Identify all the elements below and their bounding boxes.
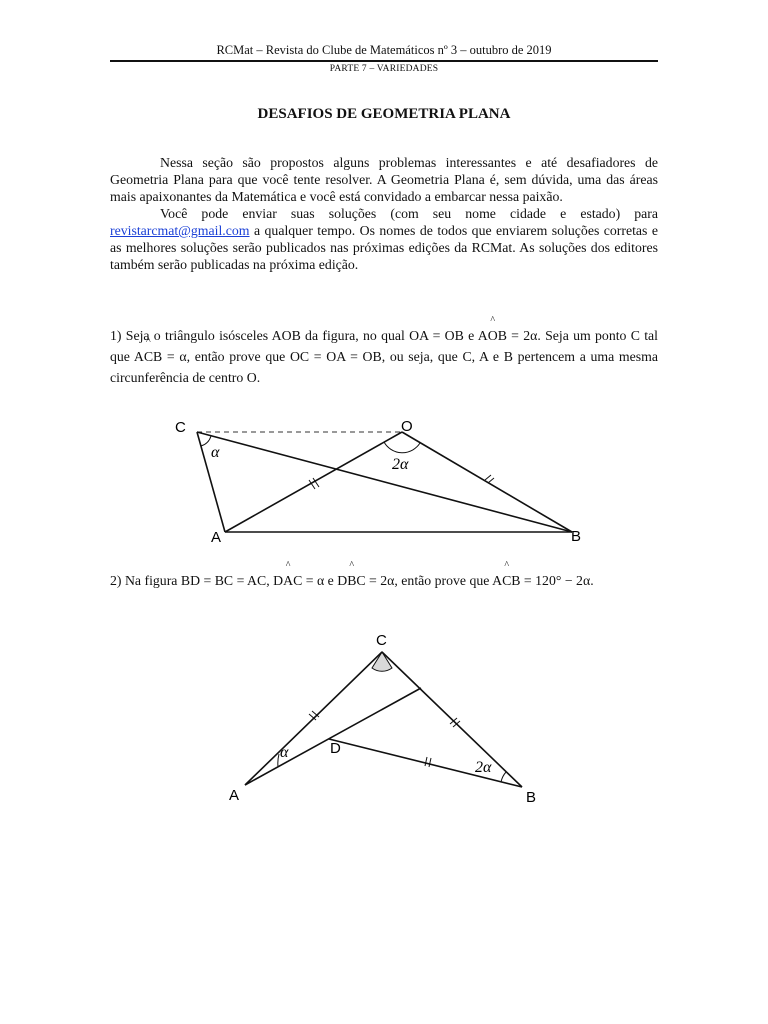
intro-section — [110, 154, 658, 273]
tick-mark — [429, 758, 431, 767]
angle-o-label: 2α — [392, 456, 409, 473]
figure-1-diagram — [165, 405, 595, 555]
problem-2-text: , — [266, 573, 274, 588]
email-link[interactable]: revistarcmat@gmail.com — [110, 223, 250, 238]
label-o: O — [401, 418, 413, 435]
problem-2-eq-bd: BD = BC = AC — [180, 573, 267, 588]
segment-ob — [402, 432, 572, 532]
label-a: A — [211, 529, 222, 546]
page-header — [110, 42, 658, 76]
intro-text-after-link: a qualquer tempo. Os nomes de todos que enviarem soluções corretas e as melhores soluções serão publicados nas próximas edições da RCMat. As soluções dos editores também serão publicadas na próxima edição. — [110, 223, 658, 272]
problem-2-eq-dbc: D^ BC = 2α — [337, 573, 394, 588]
angle-a-arc — [278, 754, 279, 767]
problem-2-text: . — [590, 573, 594, 588]
figure-2 — [220, 625, 550, 810]
label-a: A — [229, 787, 240, 804]
problem-1-text: 1) Seja o triângulo isósceles AOB da figura, no qual — [110, 328, 410, 343]
label-b: B — [526, 789, 537, 806]
problem-1 — [110, 325, 658, 388]
angle-o-arc — [384, 442, 420, 453]
problem-2-text: e — [324, 573, 338, 588]
intro-paragraph-2 — [110, 205, 658, 273]
problem-2-eq-dac: D^ AC = α — [273, 573, 324, 588]
problem-2-text: , então prove que — [394, 573, 493, 588]
problem-1-text: , ou seja, que C, A e B pertencem a uma mesma circunferência de centro O. — [110, 349, 658, 385]
segment-a-to-cb — [245, 688, 421, 785]
label-c: C — [376, 632, 387, 649]
problem-1-eq-oa-ob: OA = OB — [409, 328, 464, 343]
segment-cb — [382, 652, 522, 787]
angle-b-arc — [501, 772, 506, 782]
section-line: PARTE 7 – VARIEDADES — [329, 64, 439, 74]
angle-c-label: α — [211, 444, 220, 461]
angle-c-shaded — [372, 652, 392, 671]
intro-text-before-link: Você pode enviar suas soluções (com seu nome cidade e estado) para — [160, 206, 658, 221]
problem-1-text: e — [463, 328, 478, 343]
page-title: DESAFIOS DE GEOMETRIA PLANA — [257, 106, 511, 122]
problem-2 — [110, 570, 658, 592]
problem-1-text: , então prove que — [186, 349, 290, 364]
header-rule — [110, 60, 658, 62]
problem-1-eq-aob: A^ OB = 2α — [478, 328, 538, 343]
label-b: B — [571, 528, 582, 545]
problem-1-eq-acb: A^ CB = α — [134, 349, 187, 364]
figure-2-diagram — [220, 625, 550, 810]
label-d: D — [330, 740, 341, 757]
angle-b-label: 2α — [475, 759, 492, 776]
angle-c-arc — [201, 436, 211, 446]
figure-1 — [165, 405, 595, 555]
tick-mark — [488, 478, 494, 483]
journal-line: RCMat – Revista do Clube de Matemáticos nº 3 – outubro de 2019 — [216, 43, 552, 57]
problem-1-eq-oc: OC = OA = OB — [289, 349, 382, 364]
problem-2-text: 2) Na figura — [110, 573, 181, 588]
intro-paragraph-1: Nessa seção são propostos alguns problemas interessantes e até desafiadores de Geometria Plana para que você tente resolver. A Geometria Plana é, sem dúvida, uma das áreas mais apaixonantes da Matemática e você está convidado a embarcar nessa paixão. — [110, 155, 658, 204]
segment-cb — [197, 432, 572, 532]
problem-1-text: . Seja um ponto C tal que — [110, 328, 659, 364]
problem-2-eq-acb: A^ CB = 120° − 2α — [492, 573, 590, 588]
label-c: C — [175, 419, 186, 436]
angle-a-label: α — [280, 744, 289, 761]
tick-mark — [485, 475, 491, 480]
tick-mark — [425, 757, 427, 766]
